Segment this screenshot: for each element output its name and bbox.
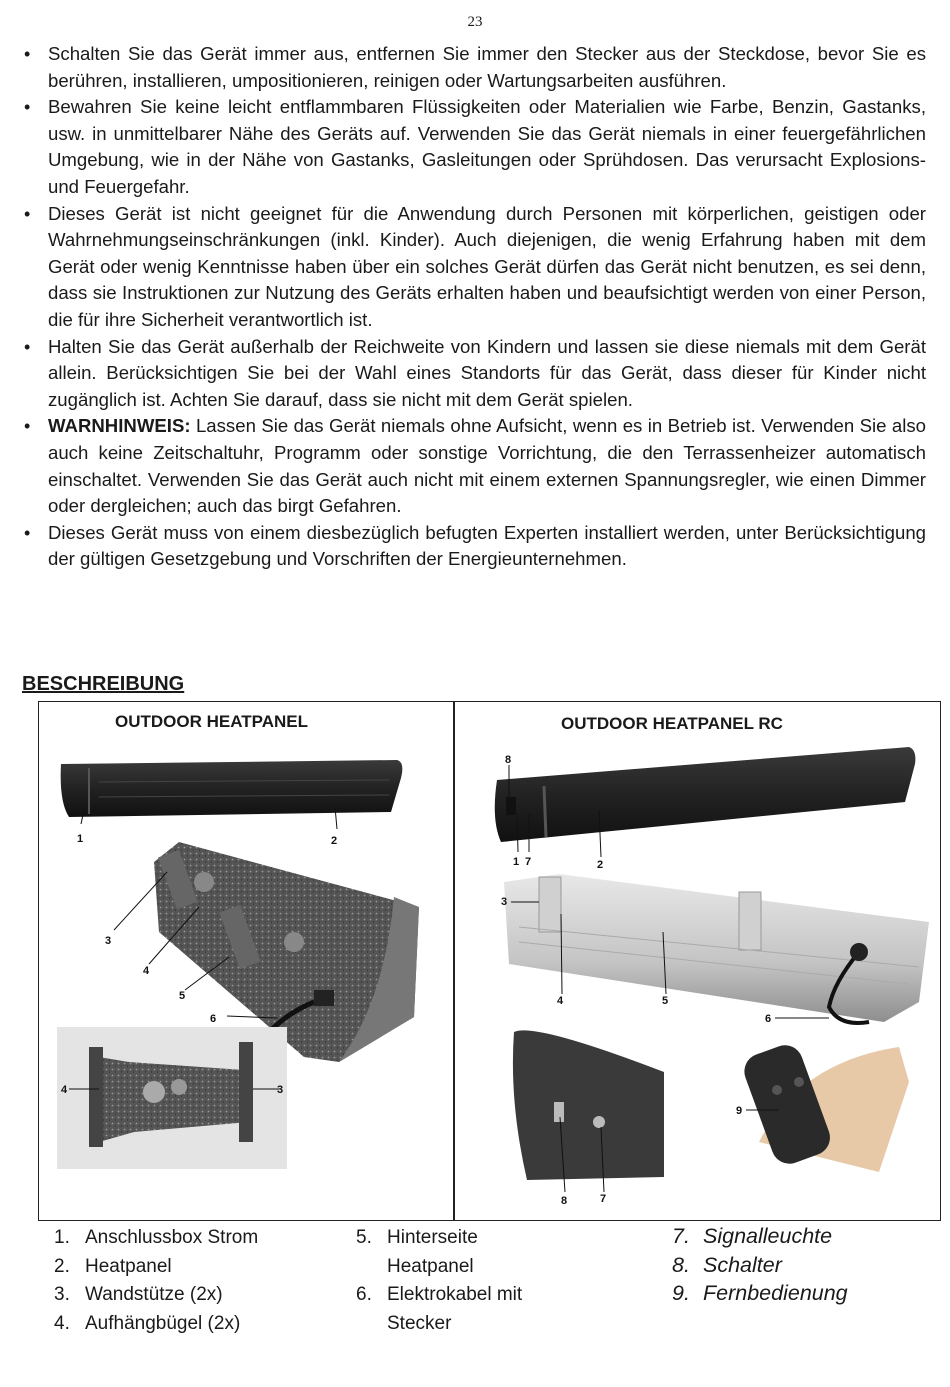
legend-item (54, 1310, 258, 1339)
section-heading: BESCHREIBUNG (22, 673, 185, 695)
legend-item (672, 1279, 848, 1308)
legend-item (356, 1224, 556, 1281)
legend-number: 6. (356, 1284, 372, 1305)
right-remote-photo (739, 1040, 909, 1172)
bullet-text: Dieses Gerät ist nicht geeignet für die Anwendung durch Personen mit körperlichen, geistigen oder Wahrnehmungseinschränkungen (inkl. Kinder). Auch diejenigen, die wenig Erfahrung haben mit dem Gerät oder wenig Kenntnisse haben über ein solches Gerät dürfen das Gerät nicht benutzen, es sei denn, dass sie Instruktionen zur Nutzung des Geräts erhalten haben und beaufsichtigt werden von einer Person, die für ihre Sicherheit verantwortlich ist. (48, 202, 926, 330)
left-figure-title: OUTDOOR HEATPANEL (115, 712, 308, 731)
callout-6-rc: 6 (765, 1013, 772, 1025)
callout-5-rc: 5 (662, 995, 669, 1007)
legend-label: Aufhängbügel (2x) (85, 1312, 241, 1334)
legend-label: Wandstütze (2x) (85, 1284, 223, 1305)
callout-7-rc: 7 (525, 856, 532, 868)
legend-label: Anschlussbox Strom (85, 1227, 259, 1248)
legend-column-2 (356, 1224, 556, 1338)
callout-7-closeup: 7 (600, 1193, 607, 1205)
legend-label: Elektrokabel mit Stecker (387, 1284, 523, 1334)
right-front-panel-image (495, 747, 916, 842)
bullet-dot: • (24, 522, 31, 543)
left-front-panel-image (61, 760, 403, 817)
right-back-panel-image (504, 874, 929, 1023)
product-figure (38, 701, 941, 1221)
legend-number: 7. (672, 1224, 690, 1248)
bullet-text: Halten Sie das Gerät außerhalb der Reichweite von Kindern und lassen sie diese niemals mit dem Gerät allein. Berücksichtigen Sie bei der Wahl eines Standorts für das Gerät, dass dieser für Kinder nicht zugänglich ist. Achten Sie darauf, dass sie nicht mit dem Gerät spielen. (48, 335, 926, 410)
page-number: 23 (467, 14, 483, 30)
product-illustration (39, 702, 939, 1219)
callout-3: 3 (105, 935, 112, 947)
legend-item (672, 1222, 848, 1251)
legend-item (356, 1281, 556, 1338)
warning-label: WARNHINWEIS: (48, 415, 191, 437)
bullet-dot: • (24, 97, 31, 118)
bullet-item (22, 41, 926, 94)
callout-4-rc: 4 (557, 995, 564, 1007)
callout-3-rc: 3 (501, 896, 508, 908)
bullet-item (22, 413, 926, 519)
legend-column-1 (54, 1224, 258, 1338)
bullet-text: Bewahren Sie keine leicht entflammbaren Flüssigkeiten oder Materialien wie Farbe, Benzin, Gastanks, usw. in unmittelbarer Nähe des Geräts auf. Verwenden Sie das Gerät niemals in einer feuergefährlichen Umgebung, wie in der Nähe von Gastanks, Gasleitungen oder Sprühdosen. Das verursacht Explosions- und Feuergefahr. (48, 96, 926, 197)
callout-4-closeup: 4 (61, 1084, 68, 1096)
callout-9: 9 (736, 1105, 743, 1117)
bullet-item (22, 201, 926, 334)
legend-number: 9. (672, 1281, 690, 1305)
callout-4: 4 (143, 965, 150, 977)
legend-number: 8. (672, 1252, 690, 1277)
callout-3-closeup: 3 (277, 1084, 284, 1096)
bullet-dot: • (24, 44, 31, 64)
legend-label: Heatpanel (85, 1255, 172, 1277)
callout-2-rc: 2 (597, 859, 604, 871)
bullet-dot: • (24, 336, 31, 357)
bullet-dot: • (24, 416, 31, 437)
legend-label: Fernbedienung (703, 1281, 848, 1305)
bullet-text: Schalten Sie das Gerät immer aus, entfernen Sie immer den Stecker aus der Steckdose, bevor Sie es berühren, installieren, umpositionieren, reinigen oder Wartungsarbeiten ausführen. (48, 43, 926, 91)
legend-number: 4. (54, 1312, 70, 1334)
bullet-text: Dieses Gerät muss von einem diesbezüglich befugten Experten installiert werden, unter Berücksichtigung der gültigen Gesetzgebung und Vorschriften der Energieunternehmen. (48, 521, 926, 570)
legend-number: 1. (54, 1227, 70, 1248)
bullet-dot: • (24, 203, 31, 224)
bullet-item (22, 94, 926, 200)
right-switch-closeup (513, 1030, 664, 1180)
callout-8: 8 (505, 754, 512, 766)
safety-bullet-list (22, 41, 926, 573)
legend-column-3 (672, 1222, 848, 1308)
legend-number: 3. (54, 1284, 70, 1305)
callout-2: 2 (331, 835, 338, 847)
legend-label: Hinterseite Heatpanel (387, 1227, 478, 1277)
right-figure-title: OUTDOOR HEATPANEL RC (561, 714, 783, 733)
bullet-text: Lassen Sie das Gerät niemals ohne Aufsicht, wenn es in Betrieb ist. Verwenden Sie also auch keine Zeitschaltuhr, Programm oder sonstige Vorrichtung, die den Terrassenheizer automatisch einschaltet. Verwenden Sie das Gerät auch nicht mit einem externen Spannungsregler, wie einen Dimmer oder dergleichen; auch das birgt Gefahren. (48, 415, 926, 517)
callout-5: 5 (179, 990, 186, 1002)
callout-8-closeup: 8 (561, 1195, 568, 1207)
legend-item (54, 1224, 258, 1253)
legend-item (54, 1281, 258, 1310)
bullet-item (22, 520, 926, 573)
callout-6: 6 (210, 1013, 217, 1025)
left-bracket-photo (57, 1027, 287, 1169)
bullet-item (22, 334, 926, 414)
callout-1-rc: 1 (513, 856, 520, 868)
callout-1: 1 (77, 833, 84, 845)
legend-item (54, 1253, 258, 1282)
legend-item (672, 1251, 848, 1280)
legend-number: 5. (356, 1227, 372, 1248)
legend-number: 2. (54, 1255, 70, 1277)
legend-label: Signalleuchte (703, 1224, 833, 1248)
legend-label: Schalter (703, 1252, 782, 1277)
